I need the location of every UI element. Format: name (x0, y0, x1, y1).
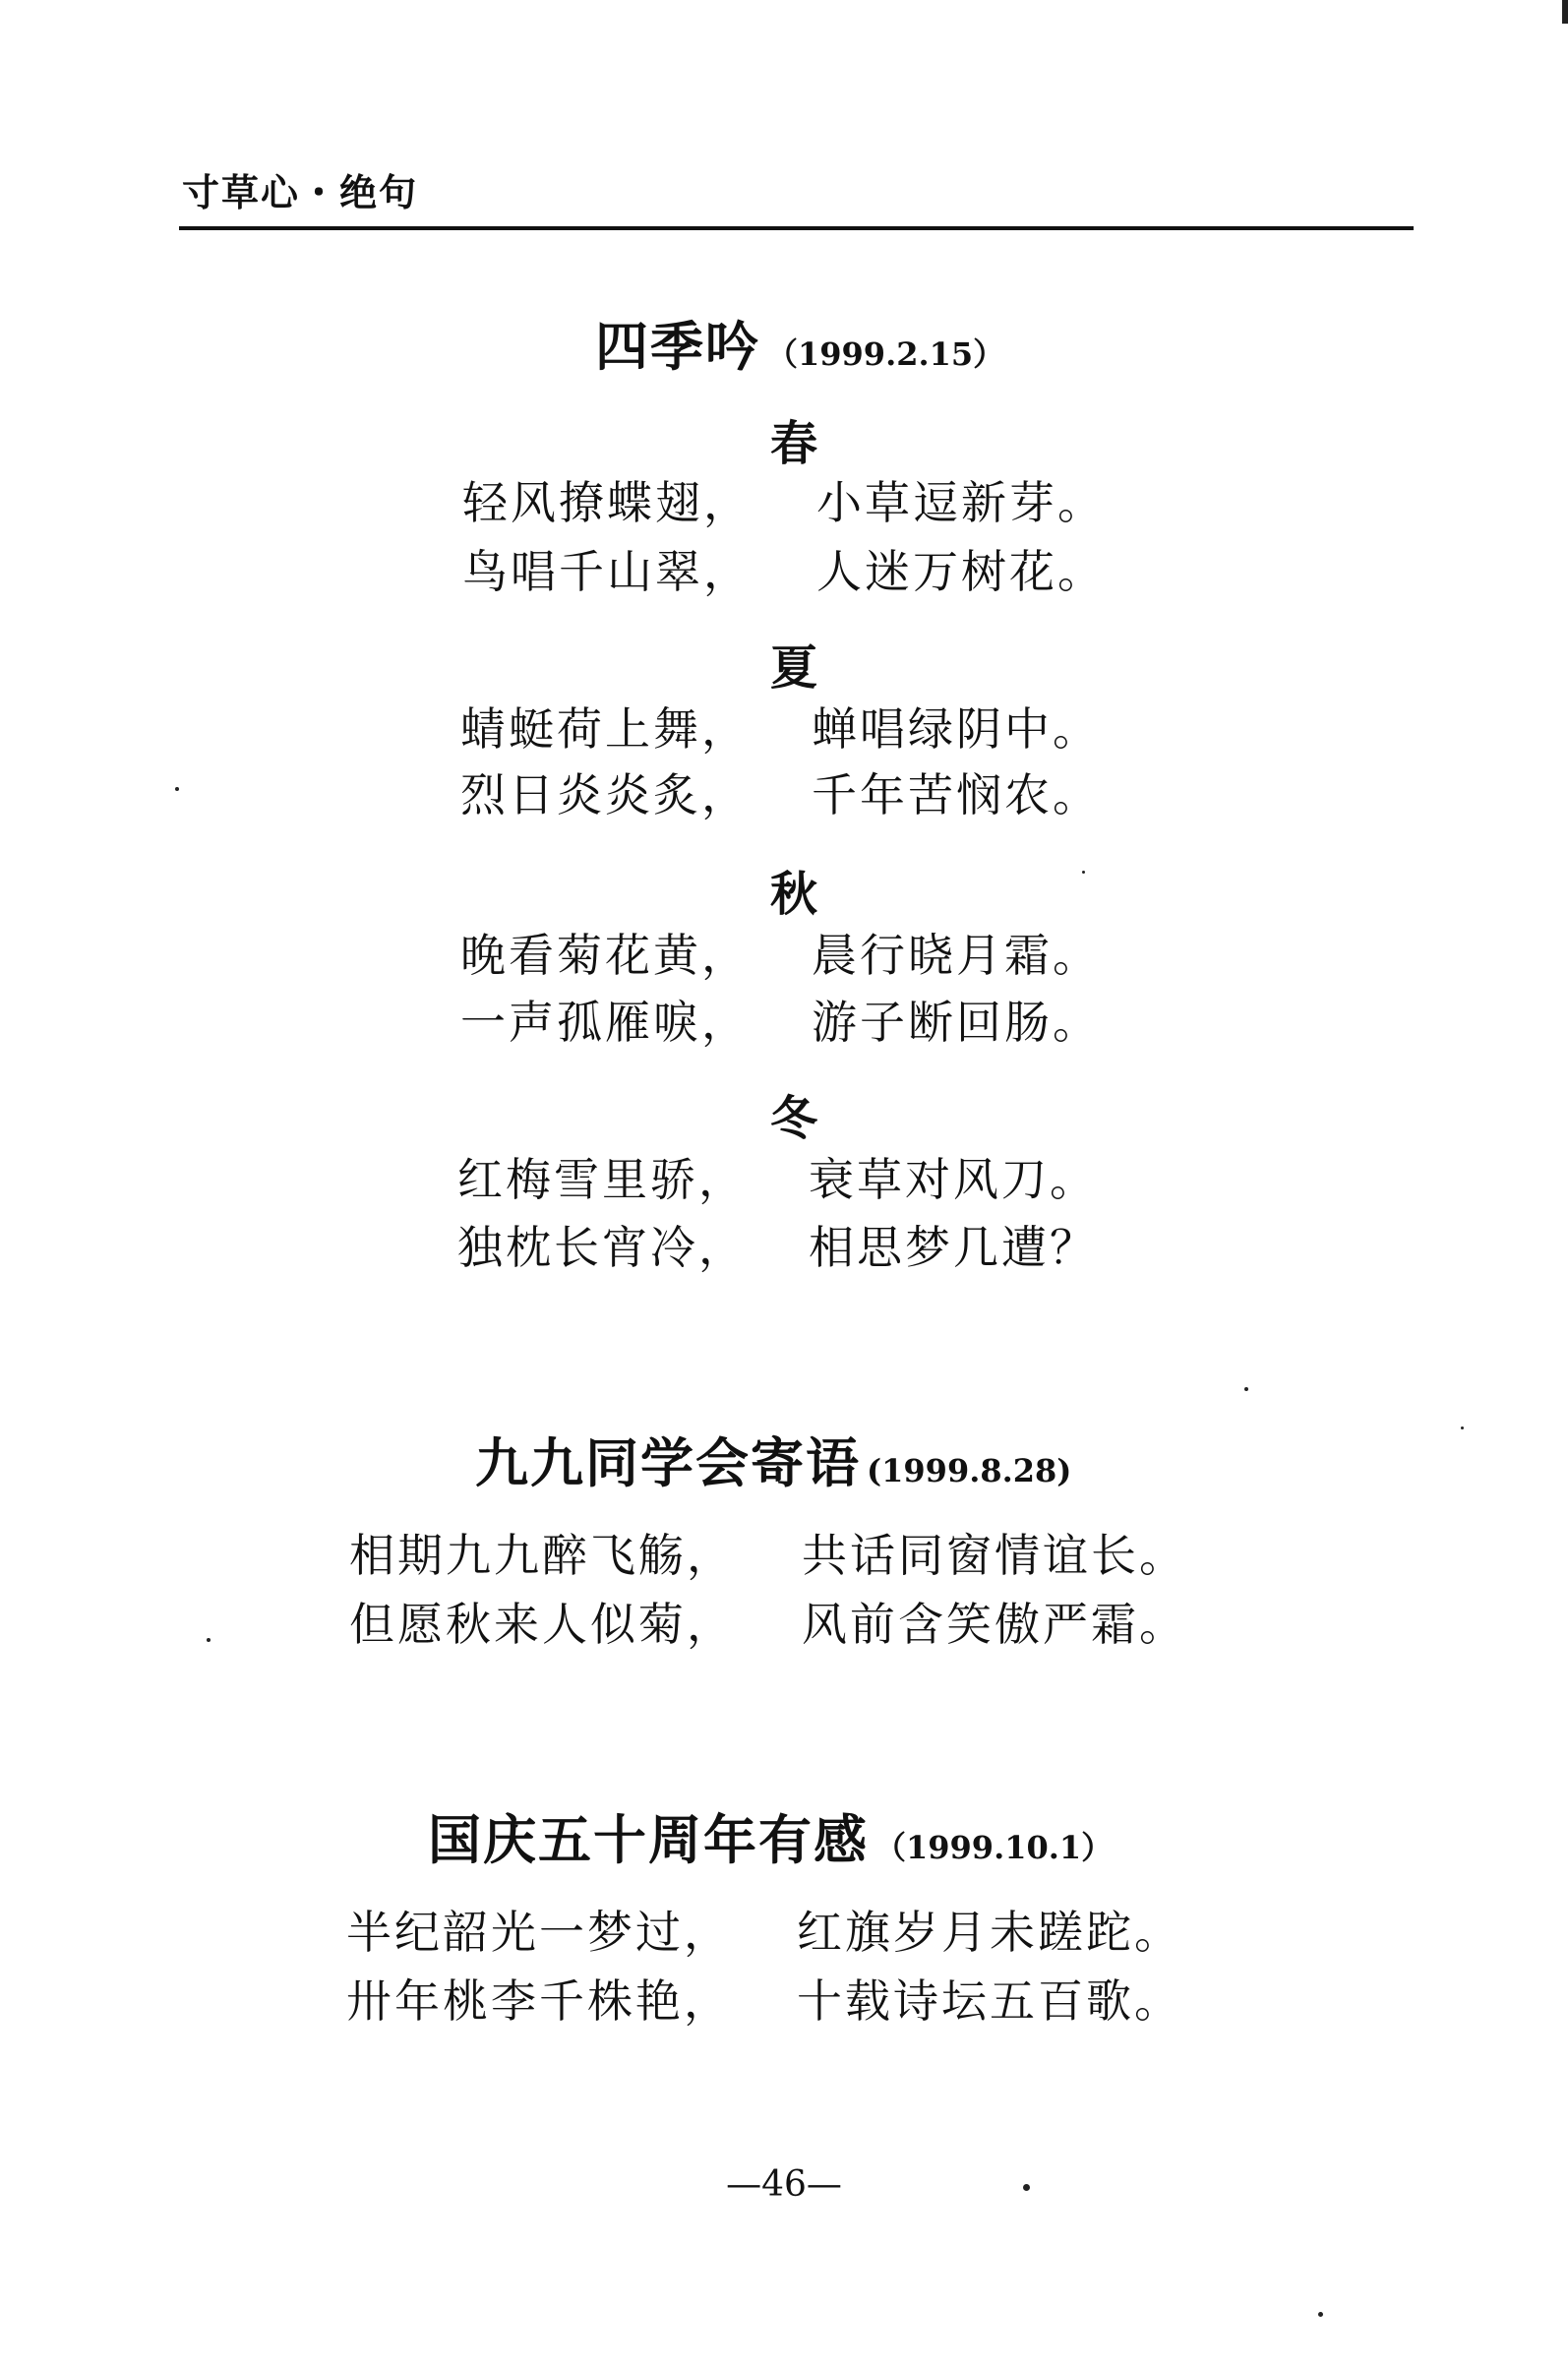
section-heading-winter: 冬 (769, 1091, 817, 1146)
verse-line: 晨行晓月霜。 (812, 929, 1101, 982)
running-head: 寸草心・绝句 (182, 171, 419, 214)
verse-line: 相期九九醉飞觞， (349, 1529, 735, 1582)
scan-speck (175, 787, 179, 791)
poem-title-class-reunion (475, 1422, 1071, 1497)
poem-date: （1999.2.15） (766, 335, 1005, 373)
section-heading-autumn: 秋 (769, 867, 817, 922)
verse-line: 游子断回肠。 (812, 996, 1101, 1049)
verse-line: 独枕长宵冷， (457, 1221, 747, 1274)
poem-title-text: 九九同学会寄语 (475, 1432, 861, 1494)
scan-speck (1023, 2184, 1030, 2191)
poem-title-text: 国庆五十周年有感 (428, 1809, 869, 1871)
page-number: —46— (726, 2164, 842, 2205)
poem-title-four-seasons (595, 305, 1004, 381)
section-heading-spring: 春 (769, 416, 817, 471)
scan-speck (207, 1638, 211, 1642)
verse-line: 晚看菊花黄， (460, 929, 750, 982)
verse-line: 轻风撩蝶翅， (462, 476, 752, 529)
verse-line: 相思梦几遭？ (809, 1221, 1098, 1274)
scan-corner-mark (1562, 0, 1568, 24)
verse-line: 一声孤雁唳， (460, 996, 750, 1049)
scan-speck (1318, 2312, 1323, 2317)
verse-line: 十载诗坛五百歌。 (797, 1974, 1182, 2028)
verse-line: 鸟唱千山翠， (462, 545, 752, 598)
verse-line: 人迷万树花。 (816, 545, 1106, 598)
verse-line: 风前含笑傲严霜。 (802, 1598, 1187, 1651)
verse-line: 蝉唱绿阴中。 (812, 702, 1101, 756)
scan-speck (1244, 1387, 1248, 1391)
poem-title-national-day (428, 1798, 1113, 1874)
poem-date: （1999.10.1） (874, 1829, 1114, 1866)
verse-line: 蜻蜓荷上舞， (460, 702, 750, 756)
verse-line: 半纪韶光一梦过， (346, 1906, 732, 1959)
verse-line: 衰草对风刀。 (809, 1153, 1098, 1206)
verse-line: 烈日炎炎炙， (460, 768, 750, 821)
header-rule (179, 226, 1414, 230)
section-heading-summer: 夏 (769, 640, 817, 696)
scan-speck (1082, 871, 1085, 874)
verse-line: 但愿秋来人似菊， (349, 1598, 735, 1651)
verse-line: 红梅雪里骄， (457, 1153, 747, 1206)
poem-date: (1999.8.28) (867, 1452, 1072, 1489)
verse-line: 共话同窗情谊长。 (802, 1529, 1187, 1582)
verse-line: 小草逗新芽。 (816, 476, 1106, 529)
verse-line: 千年苦悯农。 (812, 768, 1101, 821)
poem-title-text: 四季吟 (595, 316, 760, 378)
verse-line: 卅年桃李千株艳， (346, 1974, 732, 2028)
verse-line: 红旗岁月未蹉跎。 (797, 1906, 1182, 1959)
scan-speck (1461, 1426, 1464, 1429)
